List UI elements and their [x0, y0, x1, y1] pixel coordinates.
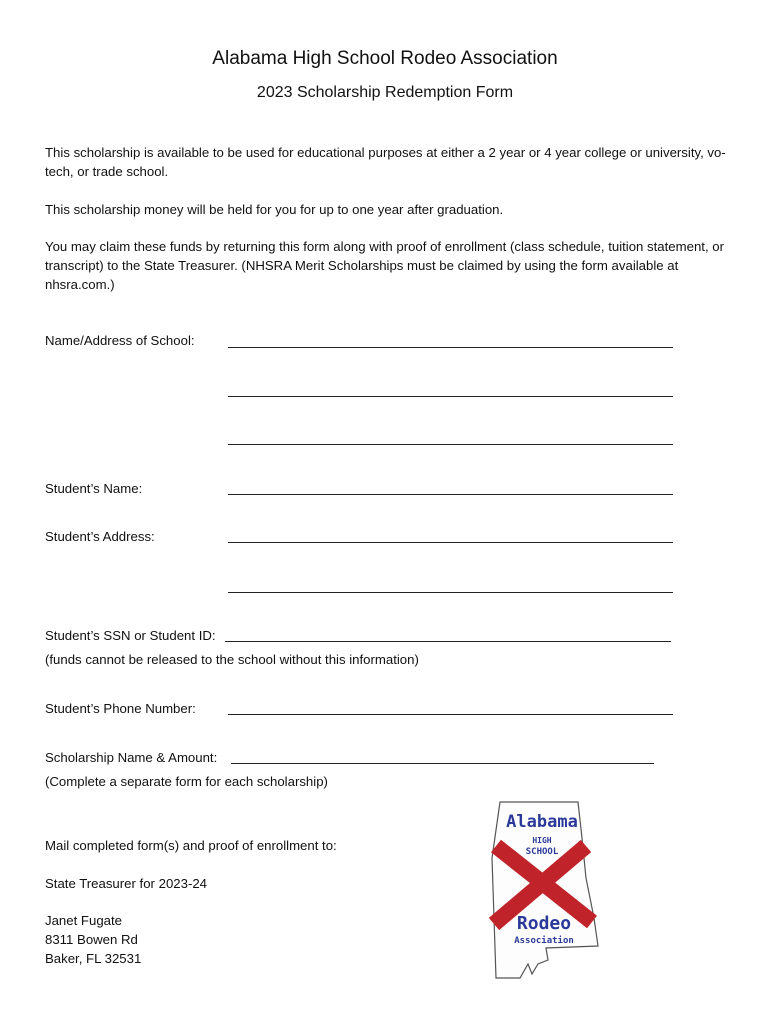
alabama-state-logo-graphic: [486, 798, 602, 980]
logo-text-school: SCHOOL: [525, 847, 559, 857]
intro-paragraph-2: This scholarship money will be held for you for up to one year after graduation.: [45, 202, 504, 217]
intro-paragraph-3: You may claim these funds by returning this form along with proof of enrollment (class schedule, tuition statement, or transcript) to the State Treasurer. (NHSRA Merit Scholarships must be claimed by using the form available at nhsra.com.): [45, 239, 725, 292]
rodeo-association-logo: [486, 798, 602, 980]
scholarship-note: (Complete a separate form for each scholarship): [45, 774, 328, 789]
school-line-3[interactable]: [228, 444, 673, 445]
scholarship-line[interactable]: [231, 763, 654, 764]
page-title: Alabama High School Rodeo Association: [212, 48, 558, 69]
mail-street: 8311 Bowen Rd: [45, 932, 138, 947]
ssn-label: Student’s SSN or Student ID:: [45, 628, 216, 643]
mail-instruction: Mail completed form(s) and proof of enrollment to:: [45, 838, 337, 853]
ssn-note: (funds cannot be released to the school without this information): [45, 652, 419, 667]
mail-recipient-title: State Treasurer for 2023-24: [45, 876, 208, 891]
phone-label: Student’s Phone Number:: [45, 701, 196, 716]
student-name-label: Student’s Name:: [45, 481, 143, 496]
mail-name: Janet Fugate: [45, 913, 122, 928]
logo-text-high: HIGH: [532, 836, 552, 845]
student-name-line[interactable]: [228, 494, 673, 495]
logo-text-association: Association: [514, 936, 574, 946]
school-label: Name/Address of School:: [45, 333, 195, 348]
scholarship-label: Scholarship Name & Amount:: [45, 750, 218, 765]
school-line-2[interactable]: [228, 396, 673, 397]
student-address-line-1[interactable]: [228, 542, 673, 543]
page-subtitle: 2023 Scholarship Redemption Form: [256, 84, 514, 101]
phone-line[interactable]: [228, 714, 673, 715]
mail-city: Baker, FL 32531: [45, 951, 142, 966]
student-address-line-2[interactable]: [228, 592, 673, 593]
logo-text-alabama: Alabama: [506, 812, 578, 832]
logo-text-rodeo: Rodeo: [516, 913, 572, 934]
school-line-1[interactable]: [228, 347, 673, 348]
student-address-label: Student’s Address:: [45, 529, 155, 544]
ssn-line[interactable]: [225, 641, 671, 642]
intro-paragraph-1: This scholarship is available to be used for educational purposes at either a 2 year or 4 year college or university, vo-tech, or trade school.: [45, 145, 726, 179]
